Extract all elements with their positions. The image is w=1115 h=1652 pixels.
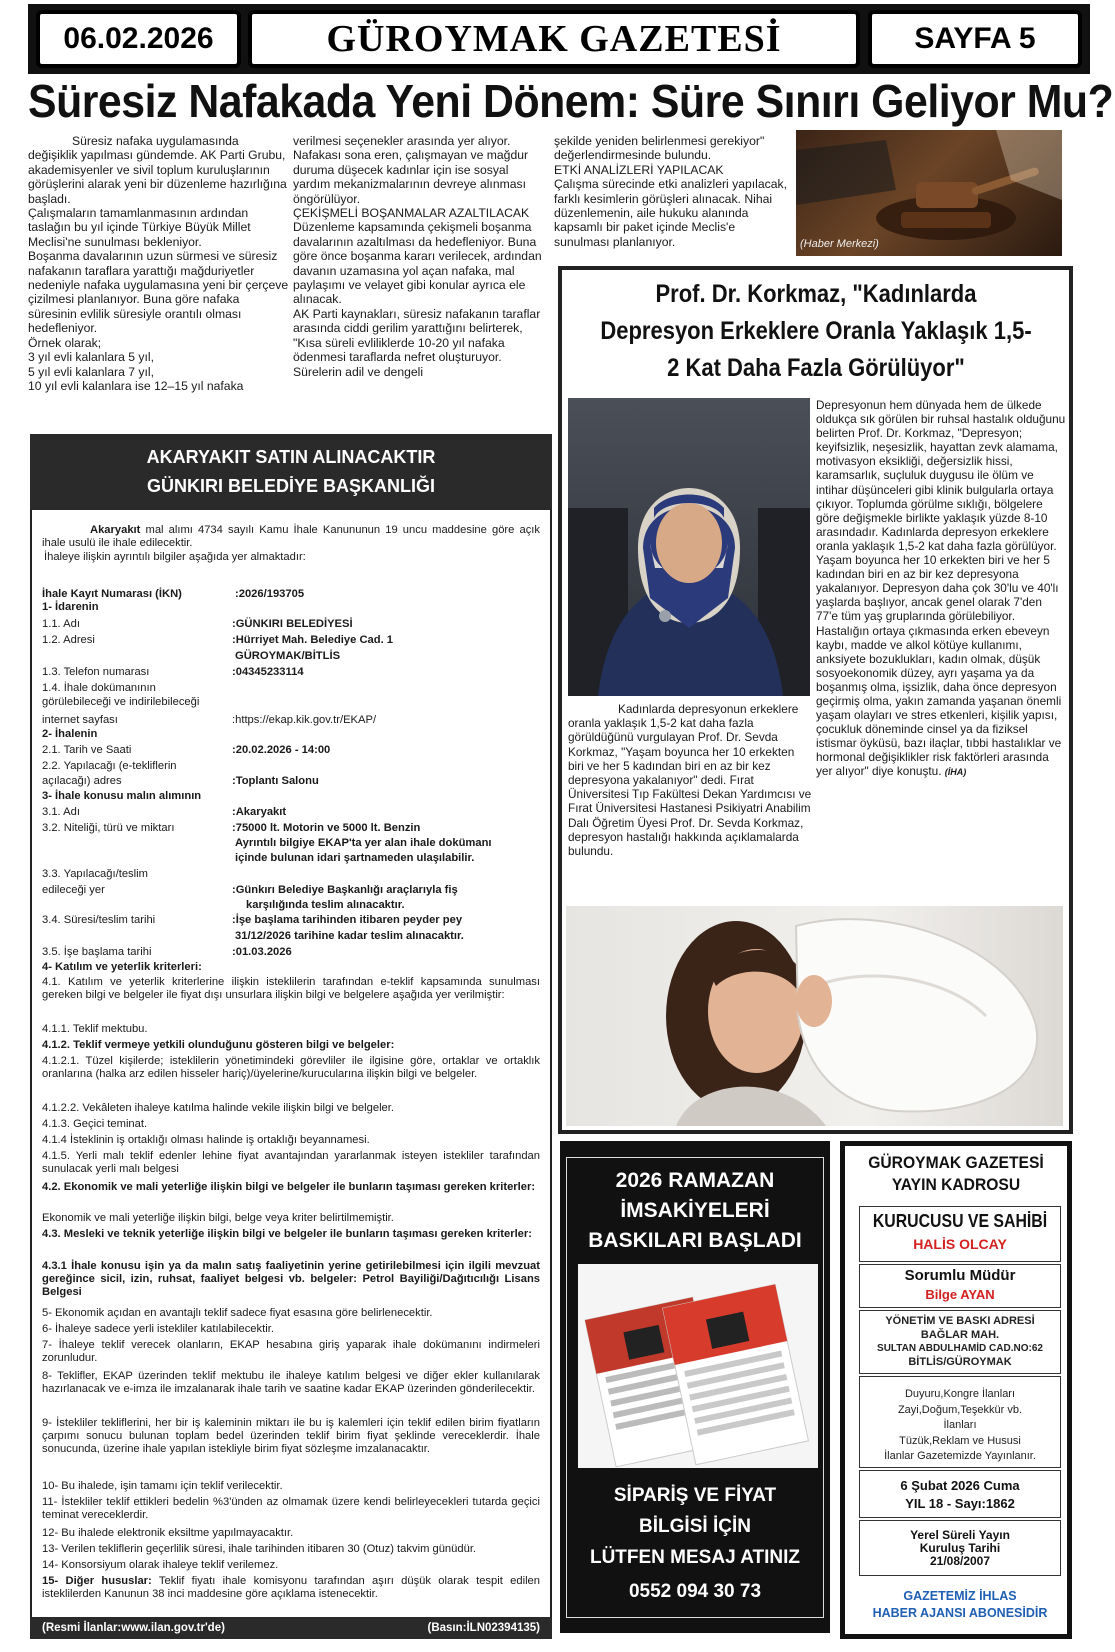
woman-pillow-photo [566,906,1063,1126]
tender-p8: 8- Teklifler, EKAP üzerinden teklif mektubu ile ihaleye katılım belgesi ve diğer ekler kullanılarak hazırlanacak ve e-imza ile imzalanarak ihale tarih ve saatine kadar EKAP üzerinden gönderilecektir. [42,1370,540,1396]
tender-s14-label3: internet sayfası [42,714,118,726]
lead-column-3 [554,134,792,249]
lead-col2-subhead: ÇEKİŞMELİ BOŞANMALAR AZALTILACAK [293,206,530,221]
portrait-illustration [568,398,810,696]
staff-title-line1: GÜROYMAK GAZETESİ [868,1153,1044,1172]
lead-col1-p3: Boşanma davalarının uzun sürmesi ve süresiz nafakanın taraflara yarattığı mağduriyetler nedeniyle nafaka uygulamasına yeni bir çerçeve çizilmesi planlanıyor. Buna göre nafaka süresinin evlilik süresiyle orantılı olması hedefleniyor. [28,249,289,336]
tender-s22-value: :Toplantı Salonu [232,775,319,787]
masthead-page [868,10,1082,68]
notice-line4: Tüzük,Reklam ve Hususi [899,1434,1021,1447]
tender-header [30,434,552,510]
tender-p415: 4.1.5. Yerli malı teklif edenler lehine fiyat avantajından yararlanmak isteyen istekliler tarafından sunulacak yerli malı belgesi [42,1150,540,1176]
tender-intro2: İhaleye ilişkin ayrıntılı bilgiler aşağıda yer almaktadır: [44,551,306,563]
ramazan-cta-line2: BİLGİSİ İÇİN [639,1516,751,1537]
tender-s34-label: 3.4. Süresi/teslim tarihi [42,914,156,926]
address-line2: BAĞLAR MAH. [920,1328,1000,1341]
masthead-date [36,10,241,68]
tender-s33-value2: karşılığında teslim alınacaktır. [246,899,405,911]
tender-s4: 4- Katılım ve yeterlik kriterleri: [42,961,202,973]
tender-p42b: Ekonomik ve mali yeterliğe ilişkin bilgi, belge veya kriter belirtilmemiştir. [42,1212,394,1224]
tender-p9: 9- İstekliler tekliflerini, her bir iş kaleminin miktarı ile bu iş kalemleri için teklif edilen birim fiyatların çarpımı sonucu bulunan toplam bedel üzerinden teklif birim fiyat şeklinde vereceklerdir. İhale sonucunda, üzerine ihale yapılan istekliyle birim fiyat sözleşme imzalanacaktır. [42,1417,540,1456]
lead-col2-p2: Nafakası sona eren, çalışmayan ve mağdur duruma düşecek kadınlar için ise sosyal yardım mekanizmalarının devreye alınması öngörülüyor. [293,148,529,206]
tender-p7: 7- İhaleye teklif verecek olanların, EKAP hesabına giriş yaparak ihale dokümanını indirmeleri zorunludur. [42,1339,540,1365]
tender-s32-label: 3.2. Niteliği, türü ve miktarı [42,822,175,834]
lead-col3-p1: şekilde yeniden belirlenmesi gerekiyor" değerlendirmesinde bulundu. [554,134,765,163]
depression-headline: Prof. Dr. Korkmaz, "Kadınlarda Depresyon Erkeklere Oranla Yaklaşık 1,5-2 Kat Daha Fazla Görülüyor" [600,280,1032,382]
tender-p14: 14- Konsorsiyum olarak ihaleye teklif verilemez. [42,1559,279,1571]
tender-s3: 3- İhale konusu malın alımının [42,790,202,802]
tender-s34-value1: :İşe başlama tarihinden itibaren peyder pey [232,914,463,926]
tender-p15-bold: 15- Diğer hususlar: [42,1575,152,1587]
tender-s14-value: :https://ekap.kik.gov.tr/EKAP/ [232,714,377,726]
gavel-photo [796,130,1062,256]
founding-block [859,1520,1061,1576]
address-line1: YÖNETİM VE BASKI ADRESİ [885,1315,1035,1327]
tender-s22-label2: açılacağı) adres [42,775,122,787]
masthead-name [248,10,860,68]
lead-column-2 [293,134,543,379]
notice-line3: İlanları [943,1419,977,1431]
tender-footer-left: (Resmi İlanlar:www.ilan.gov.tr'de) [42,1622,225,1634]
lead-col1-p4: Örnek olarak; [28,335,102,350]
tender-s35-label: 3.5. İşe başlama tarihi [42,946,152,958]
issue-block [859,1470,1061,1518]
address-line3: SULTAN ABDULHAMİD CAD.NO:62 [877,1343,1043,1354]
tender-footer [30,1617,552,1639]
address-block [859,1310,1061,1374]
tender-s12-label: 1.2. Adresi [42,634,95,646]
tender-s33-label2: edileceği yer [42,884,105,896]
tender-intro-bold: Akaryakıt [90,524,141,536]
founder-name: HALİS OLCAY [913,1236,1007,1252]
lead-col2-p3: Düzenleme kapsamında çekişmeli boşanma davalarının azaltılması da hedefleniyor. Buna göre önce boşanma kararı verilecek, ardından davanın uzamasına yol açan nafaka, mal paylaşımı ve velayet gibi konular ayrıca ele alınacak. [293,220,542,307]
tender-p12: 12- Bu ihalede elektronik eksiltme yapılmayacaktır. [42,1527,294,1539]
tender-p5: 5- Ekonomik açıdan en avantajlı teklif sadece fiyat esasına göre belirlenecektir. [42,1307,433,1319]
tender-s21-label: 2.1. Tarih ve Saati [42,744,132,756]
tender-p414: 4.1.4 İsteklinin iş ortaklığı olması halinde iş ortaklığı beyannamesi. [42,1134,370,1146]
tender-p15 [42,1575,540,1601]
ramazan-phone: 0552 094 30 73 [628,1581,762,1602]
tender-s13-label: 1.3. Telefon numarası [42,666,150,678]
depression-body [816,398,1066,780]
issue-line1: 6 Şubat 2026 Cuma [900,1478,1020,1493]
lead-col2-p1: verilmesi seçenekler arasında yer alıyor. [293,134,511,148]
found-line1: Yerel Süreli Yayın [910,1528,1010,1542]
tender-s33-value1: :Günkırı Belediye Başkanlığı araçlarıyla fiş [232,884,458,896]
tender-p15-rest: Teklif fiyatı ihale komisyonu tarafından aşırı düşük olarak tespit edilen isteklilerden Kanunun 38 inci maddesine göre açıklama istenecektir. [42,1575,541,1601]
founder-label: KURUCUSU VE SAHİBİ [872,1211,1048,1231]
tender-s11-label: 1.1. Adı [42,618,80,630]
imsakiye-flyer-image [578,1264,818,1468]
flyer-illustration [578,1264,818,1468]
staff-title-line2: YAYIN KADROSU [891,1175,1021,1194]
ramazan-title-line1: 2026 RAMAZAN [615,1169,775,1192]
tender-p6: 6- İhaleye sadece yerli istekliler katılabilecektir. [42,1323,274,1335]
issue-line2: YIL 18 - Sayı:1862 [905,1496,1015,1511]
ramazan-title-line2: İMSAKİYELERİ [620,1199,770,1222]
portrait-photo [568,398,810,696]
tender-s11-value: :GÜNKIRI BELEDİYESİ [232,618,353,630]
tender-s14-label1: 1.4. İhale dokümanının [42,682,156,694]
tender-p43: 4.3. Mesleki ve teknik yeterliğe ilişkin bilgi ve belgeler ile bunların taşıması gereken kriterler: [42,1228,532,1240]
found-line3: 21/08/2007 [929,1554,991,1568]
newspaper-name: GÜROYMAK GAZETESİ [326,18,782,60]
manager-label: Sorumlu Müdür [904,1267,1016,1284]
manager-block [859,1264,1061,1308]
ramazan-cta-line1: SİPARİŞ VE FİYAT [613,1485,777,1506]
agency-line2: HABER AJANSI ABONESİDİR [872,1606,1048,1620]
notice-block [859,1376,1061,1468]
tender-p10: 10- Bu ihalede, işin tamamı için teklif verilecektir. [42,1480,283,1492]
lead-col3-p2: Çalışma sürecinde etki analizleri yapılacak, farklı kesimlerin görüşleri alınacak. Nihai düzenlemenin, aile hukuku alanında kapsamlı bir paket içinde Meclis'e sunulması planlanıyor. [554,177,788,249]
tender-s32-value2: Ayrıntılı bilgiye EKAP'ta yer alan ihale dokümanı [235,837,492,849]
tender-p4121: 4.1.2.1. Tüzel kişilerde; isteklilerin yönetimindeki görevliler ile ilgisine göre, ortaklar ve ortaklık oranlarına (halka arz edilen hisseler hariç)/üyelerine/kurucularına ilişkin bilgi ve belgeler. [42,1055,540,1081]
lead-col2-p4: AK Parti kaynakları, süresiz nafakanın taraflar arasında ciddi gerilim yarattığını belirterek, "Kısa süreli evliliklerde 10-20 yıl nafaka ödenmesi taraflarda nefret oluşturuyor. Sürelerin adil ve dengeli [293,306,541,379]
tender-ikn-value: :2026/193705 [235,588,305,600]
tender-s13-value: :04345233114 [232,666,304,678]
lead-col1-p5: 3 yıl evli kalanlara 5 yıl, [28,350,154,365]
tender-s34-value2: 31/12/2026 tarihine kadar teslim alınacaktır. [235,930,464,942]
lead-col3-subhead: ETKİ ANALİZLERİ YAPILACAK [554,162,724,177]
lead-headline: Süresiz Nafakada Yeni Dönem: Süre Sınırı Geliyor Mu? [28,75,1114,127]
ramazan-cta-line3: LÜTFEN MESAJ ATINIZ [589,1547,801,1568]
lead-col1-p7: 10 yıl evli kalanlara ise 12–15 yıl nafaka [28,378,244,393]
portrait-caption: Kadınlarda depresyonun erkeklere oranla yaklaşık 1,5-2 kat daha fazla görüldüğünü vurgulayan Prof. Dr. Sevda Korkmaz, "Yaşam boyunca her 10 erkekten biri ve her 5 kadından biri en az bir kez depresyona yakalanıyor" dedi. Fırat Üniversitesi Tıp Fakültesi Dekan Yardımcısı ve Fırat Üniversitesi Hastanesi Psikiyatri Anabilim Dalı Öğretim Üyesi Prof. Dr. Sevda Korkmaz, depresyon hastalığı hakkında açıklamalarda bulundu. [568,702,812,859]
tender-s12-value1: :Hürriyet Mah. Belediye Cad. 1 [232,634,394,646]
tender-s1: 1- İdarenin [42,601,99,613]
notice-line2: Zayi,Doğum,Teşekkür vb. [897,1403,1023,1416]
notice-line1: Duyuru,Kongre İlanları [904,1388,1016,1400]
tender-s33-label1: 3.3. Yapılacağı/teslim [42,868,148,880]
tender-header-line1: AKARYAKIT SATIN ALINACAKTIR [146,447,436,467]
tender-intro [42,524,540,550]
tender-header-line2: GÜNKIRI BELEDİYE BAŞKANLIĞI [146,476,436,496]
tender-s32-value1: :75000 lt. Motorin ve 5000 lt. Benzin [232,822,421,834]
tender-intro-rest: mal alımı 4734 sayılı Kamu İhale Kanununun 19 uncu maddesine göre açık ihale usulü ile ihale edilecektir. [42,524,540,550]
date-text: 06.02.2026 [63,22,214,55]
ramazan-cta [566,1480,824,1607]
tender-ikn-label: İhale Kayıt Numarası (İKN) [42,588,182,600]
tender-footer-right: (Basın:İLN02394135) [427,1622,540,1634]
tender-p41: 4.1. Katılım ve yeterlik kriterlerine ilişkin isteklilerin tarafından e-teklif kapsamında sunulması gereken bilgi ve belgeler ile fiyat dışı unsurlara ilişkin bilgi ve belgelere aşağıda yer verilmiştir: [42,976,540,1002]
depression-body-text: Depresyonun hem dünyada hem de ülkede oldukça sık görülen bir ruhsal hastalık olduğunu belirten Prof. Dr. Korkmaz, "Depresyon; keyifsizlik, neşesizlik, hayattan zevk alamama, motivasyon eksikliği, değersizlik hissi, karamsarlık, suçluluk duygusu ile ölüm ve intihar düşünceleri gibi klinik bulgularla ortaya çıkıyor. Toplumda görülme sıklığı, bölgelere göre değişmekle birlikte yaklaşık yüzde 8-10 arasındadır. Kadınlarda depresyon erkeklere oranla yaklaşık 1,5-2 kat daha fazla görülüyor. Yaşam boyunca her 10 erkekten biri ve her 5 kadından biri en az bir kez depresyona yakalanıyor. Depresyon daha çok 30'lu ve 40'lı yaşlarda başlıyor, ancak genel olarak 7'den 77'e tüm yaş gruplarında görülebiliyor. Hastalığın ortaya çıkmasında erken ebeveyn kaybı, madde ve alkol kötüye kullanımı, anksiyete bozuklukları, kadın olmak, düşük sosyoekonomik düzey, ayrı yaşama ya da boşanmış olma, işsizlik, daha önce depresyon geçirmiş olma, yakın zamanda yaşanan önemli yaşam olayları ve stres etkenleri, kişilik yapısı, çocukluk döneminde cinsel ya da fiziksel istismar öyküsü, bazı ilaçlar, tıbbi hastalıklar ve hormonal değişiklikler risk faktörleri arasında yer alıyor" diye konuştu. [816,398,1066,779]
manager-name: Bilge AYAN [925,1287,995,1302]
tender-p13: 13- Verilen tekliflerin geçerlilik süresi, ihale tarihinden itibaren 30 (Otuz) takvim günüdür. [42,1543,477,1555]
lead-col1-p2: Çalışmaların tamamlanmasının ardından taslağın bu yıl içinde Türkiye Büyük Millet Meclisi'ne sunulması bekleniyor. [28,206,251,249]
tender-s31-value: :Akaryakıt [232,806,287,818]
lead-column-1 [28,134,290,393]
tender-s32-value3: içinde bulunan idari şartnameden ulaşılabilir. [235,852,475,864]
tender-s21-value: :20.02.2026 - 14:00 [232,744,331,756]
tender-s2: 2- İhalenin [42,728,98,740]
found-line2: Kuruluş Tarihi [919,1541,1001,1555]
tender-s14-label2: görülebileceği ve indirilebileceği [42,696,200,708]
tender-p411: 4.1.1. Teklif mektubu. [42,1023,148,1035]
tender-p431: 4.3.1 İhale konusu işin ya da malın satış faaliyetinin yerine getirilebilmesi için ilgili mevzuat gereğince sicil, izin, ruhsat, faaliyet belgesi vb. belgeler: Petrol Bayiliği/Dağıtıcılığı Lisans Belgesi [42,1260,540,1299]
depression-credit: (İHA) [944,767,967,778]
woman-pillow-illustration [566,906,1063,1126]
tender-s22-label1: 2.2. Yapılacağı (e-tekliflerin [42,760,177,772]
founder-block [859,1206,1061,1262]
photo-credit: (Haber Merkezi) [800,238,879,250]
tender-s35-value: :01.03.2026 [232,946,292,958]
tender-s12-value2: GÜROYMAK/BİTLİS [235,650,341,662]
tender-p412: 4.1.2. Teklif vermeye yetkili olunduğunu gösteren bilgi ve belgeler: [42,1039,395,1051]
tender-s31-label: 3.1. Adı [42,806,80,818]
address-line4: BİTLİS/GÜROYMAK [908,1355,1012,1368]
lead-col1-p1: Süresiz nafaka uygulamasında değişiklik yapılması gündemde. AK Parti Grubu, akademisyenler ve sivil toplum kuruluşlarının görüşlerini alarak yeni bir düzenleme hazırlığına başladı. [28,134,287,206]
agency-block [859,1588,1061,1622]
ramazan-title [566,1166,824,1256]
lead-col1-p6: 5 yıl evli kalanlara 7 yıl, [28,364,154,379]
tender-p413: 4.1.3. Geçici teminat. [42,1118,148,1130]
tender-p42: 4.2. Ekonomik ve mali yeterliğe ilişkin bilgi ve belgeler ile bunların taşıması gereken kriterler: [42,1181,536,1193]
page-number: SAYFA 5 [914,22,1036,55]
tender-p11: 11- İstekliler teklif ettikleri bedelin %3'ünden az olmamak üzere kendi belirleyecekleri tutarda geçici teminat vereceklerdir. [42,1496,540,1522]
notice-line5: İlanlar Gazetemizde Yayınlanır. [884,1450,1036,1462]
tender-p4122: 4.1.2.2. Vekâleten ihaleye katılma halinde vekile ilişkin bilgi ve belgeler. [42,1102,394,1114]
staff-title [848,1152,1064,1196]
agency-line1: GAZETEMİZ İHLAS [903,1589,1017,1603]
ramazan-title-line3: BASKILARI BAŞLADI [588,1229,802,1252]
